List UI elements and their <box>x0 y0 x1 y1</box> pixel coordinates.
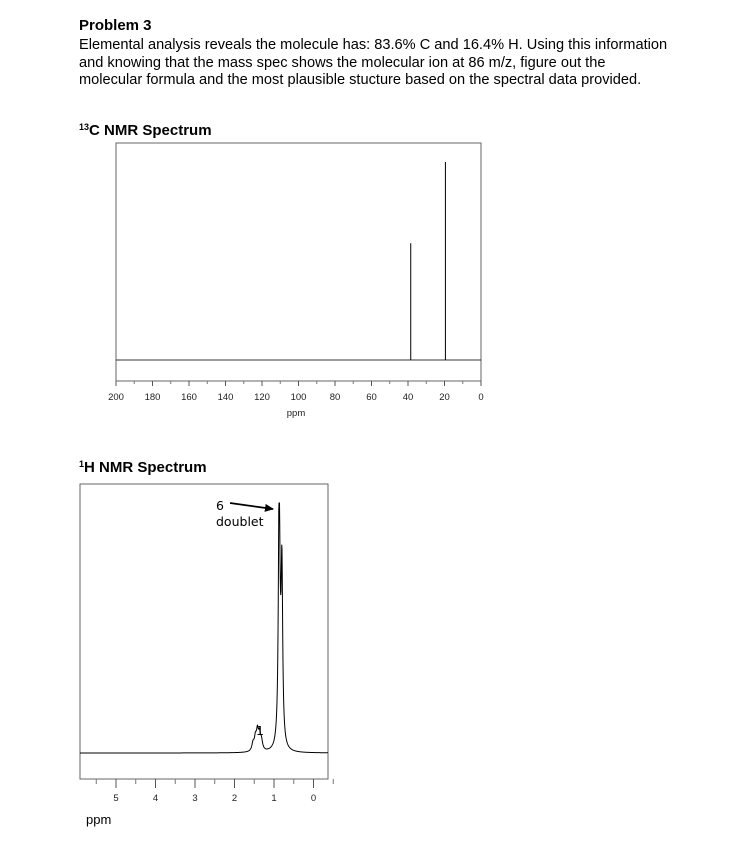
h1-axis-unit: ppm <box>86 812 112 827</box>
c13-tick-label: 200 <box>108 392 124 403</box>
c13-tick-label: 100 <box>290 392 307 403</box>
c13-tick-label: 20 <box>439 392 450 403</box>
h1-tick-label: 0 <box>310 793 317 804</box>
c13-tick-label: 40 <box>402 392 414 403</box>
c13-tick-label: 120 <box>254 392 270 403</box>
c13-tick-label: 80 <box>329 392 341 403</box>
c13-tick-label: 140 <box>217 392 234 403</box>
h1-annotation-arrow <box>230 503 273 509</box>
c13-tick-label: 60 <box>366 392 377 403</box>
h1-annotation-count: 6 <box>216 498 224 513</box>
c13-axis-unit: ppm <box>286 408 306 419</box>
h1-multiplet-integration: 1 <box>256 723 264 738</box>
problem-statement: Elemental analysis reveals the molecule has: 83.6% C and 16.4% H. Using this information and knowing that the mass spec shows the molecular ion at 86 m/z, figure out the molecular formula and the most plausible stucture based on the spectral data provided. <box>79 37 668 88</box>
h1-spectrum-trace <box>80 503 328 753</box>
h1-title-text: H NMR Spectrum <box>84 459 207 476</box>
h1-tick-label: 2 <box>231 793 238 804</box>
c13-tick-label: 160 <box>181 392 197 403</box>
h1-plot-frame <box>80 484 328 779</box>
h1-tick-label: 3 <box>192 793 198 804</box>
h1-title-superscript: 1 <box>79 459 85 469</box>
c13-tick-label: 0 <box>478 392 484 403</box>
h1-tick-label: 4 <box>152 793 159 804</box>
c13-plot-frame <box>116 143 481 381</box>
c13-tick-label: 180 <box>144 392 161 403</box>
h1-tick-label: 1 <box>271 793 277 804</box>
h1-tick-label: 5 <box>113 793 119 804</box>
c13-title-text: C NMR Spectrum <box>89 122 212 139</box>
c13-title-superscript: 13 <box>79 122 90 132</box>
h1-annotation-multiplicity: doublet <box>216 514 264 529</box>
problem-title: Problem 3 <box>79 17 152 34</box>
